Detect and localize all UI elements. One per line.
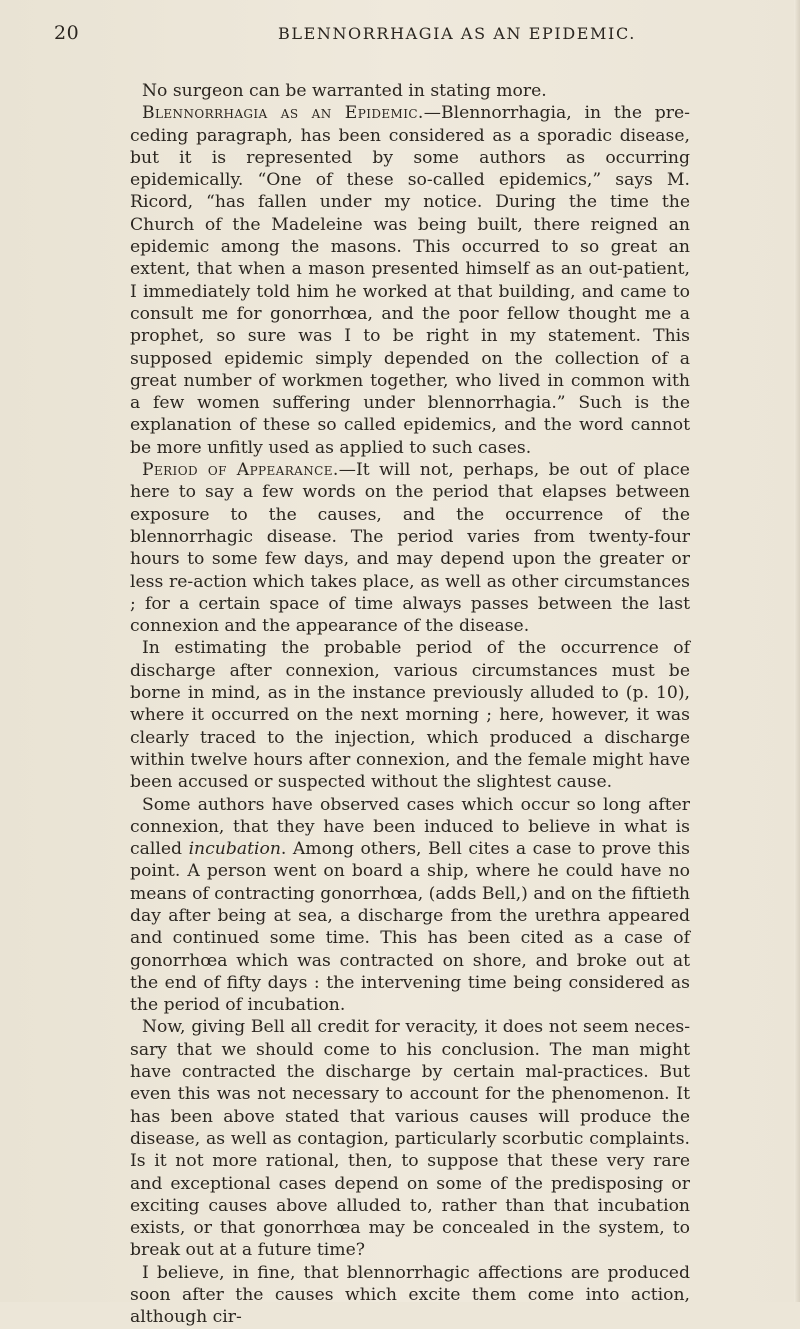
paragraph-final [130,1262,690,1329]
paragraph-bell [130,1016,690,1261]
paragraph-incubation-text-before: Some authors have observed cases which occur so long after connexion, that they have been induced to believe in what is called [130,794,690,860]
paragraph-final-text: I believe, in fine, that blennorrhagic affections are produced soon after the causes which excite them come into action, although cir- [130,1262,690,1328]
running-title: BLENNORRHAGIA AS AN EPIDEMIC. [278,24,636,43]
paragraph-epidemic-text: —Blennorrhagia, in the preceding paragraph, has been considered as a sporadic disease, but it is represented by some authors as occurring epidemically. “One of these so-called epidemics,” says M. Ricord, “has fallen under my notice. During the time the Church of the Madeleine was being built, there reigned an epidemic among the masons. This occurred to so great an extent, that when a mason presented himself as an out-patient, I immediately told him he worked at that building, and came to consult me for gonorrhœa, and the poor fellow thought me a prophet, so sure was I to be right in my statement. This supposed epidemic simply depended on the collection of a great number of workmen together, who lived in common with a few women suffering under blennorrhagia.” Such is the explanation of these so called epidemics, and the word cannot be more unfitly used as applied to such cases. [130,103,690,458]
paragraph-bell-text: Now, giving Bell all credit for veracity, it does not seem necessary that we should come to his conclusion. The man might have contracted the discharge by certain mal-practices. But even this was not necessary to account for the phenomenon. It has been above stated that various causes will produce the disease, as well as contagion, particularly scorbutic complaints. Is it not more rational, then, to suppose that these very rare and exceptional cases depend on some of the predisposing or exciting causes above alluded to, rather than that incubation exists, or that gonorrhœa may be concealed in the system, to break out at a future time? [130,1017,690,1261]
paragraph-estimating [130,637,690,793]
incubation-emphasis: incubation [188,839,281,860]
body-text [130,80,690,1329]
paragraph-1 [130,80,690,102]
paragraph-period [130,459,690,637]
paragraph-1-text: No surgeon can be warranted in stating more. [142,81,547,101]
paragraph-incubation-text-after: . Among others, Bell cites a case to prove this point. A person went on board a ship, where he could have no means of contracting gonorrhœa, (adds Bell,) and on the fiftieth day after being at sea, a discharge from the urethra appeared and continued some time. This has been cited as a case of gonorrhœa which was contracted on shore, and broke out at the end of fifty days : the intervening time being considered as the period of incubation. [130,839,690,1016]
section-heading-period: Period of Appearance. [142,460,339,481]
paragraph-epidemic [130,102,690,459]
paragraph-incubation [130,794,690,1017]
running-head [0,22,800,52]
paragraph-estimating-text: In estimating the probable period of the occurrence of discharge after connexion, various circumstances must be borne in mind, as in the instance previously alluded to (p. 10), where it occurred on the next morning ; here, however, it was clearly traced to the injection, which produced a discharge within twelve hours after connexion, and the female might have been accused or suspected without the slightest cause. [130,638,690,793]
paragraph-period-text: —It will not, perhaps, be out of place here to say a few words on the period that elapses between exposure to the causes, and the occurrence of the blennorrhagic disease. The period varies from twenty-four hours to some few days, and may depend upon the greater or less re-action which takes place, as well as other circumstances ; for a certain space of time always passes between the last connexion and the appearance of the disease. [130,460,690,637]
page-number: 20 [54,22,80,44]
page-edge-shadow [794,0,800,1302]
section-heading-epidemic: Blennorrhagia as an Epidemic. [142,103,424,124]
